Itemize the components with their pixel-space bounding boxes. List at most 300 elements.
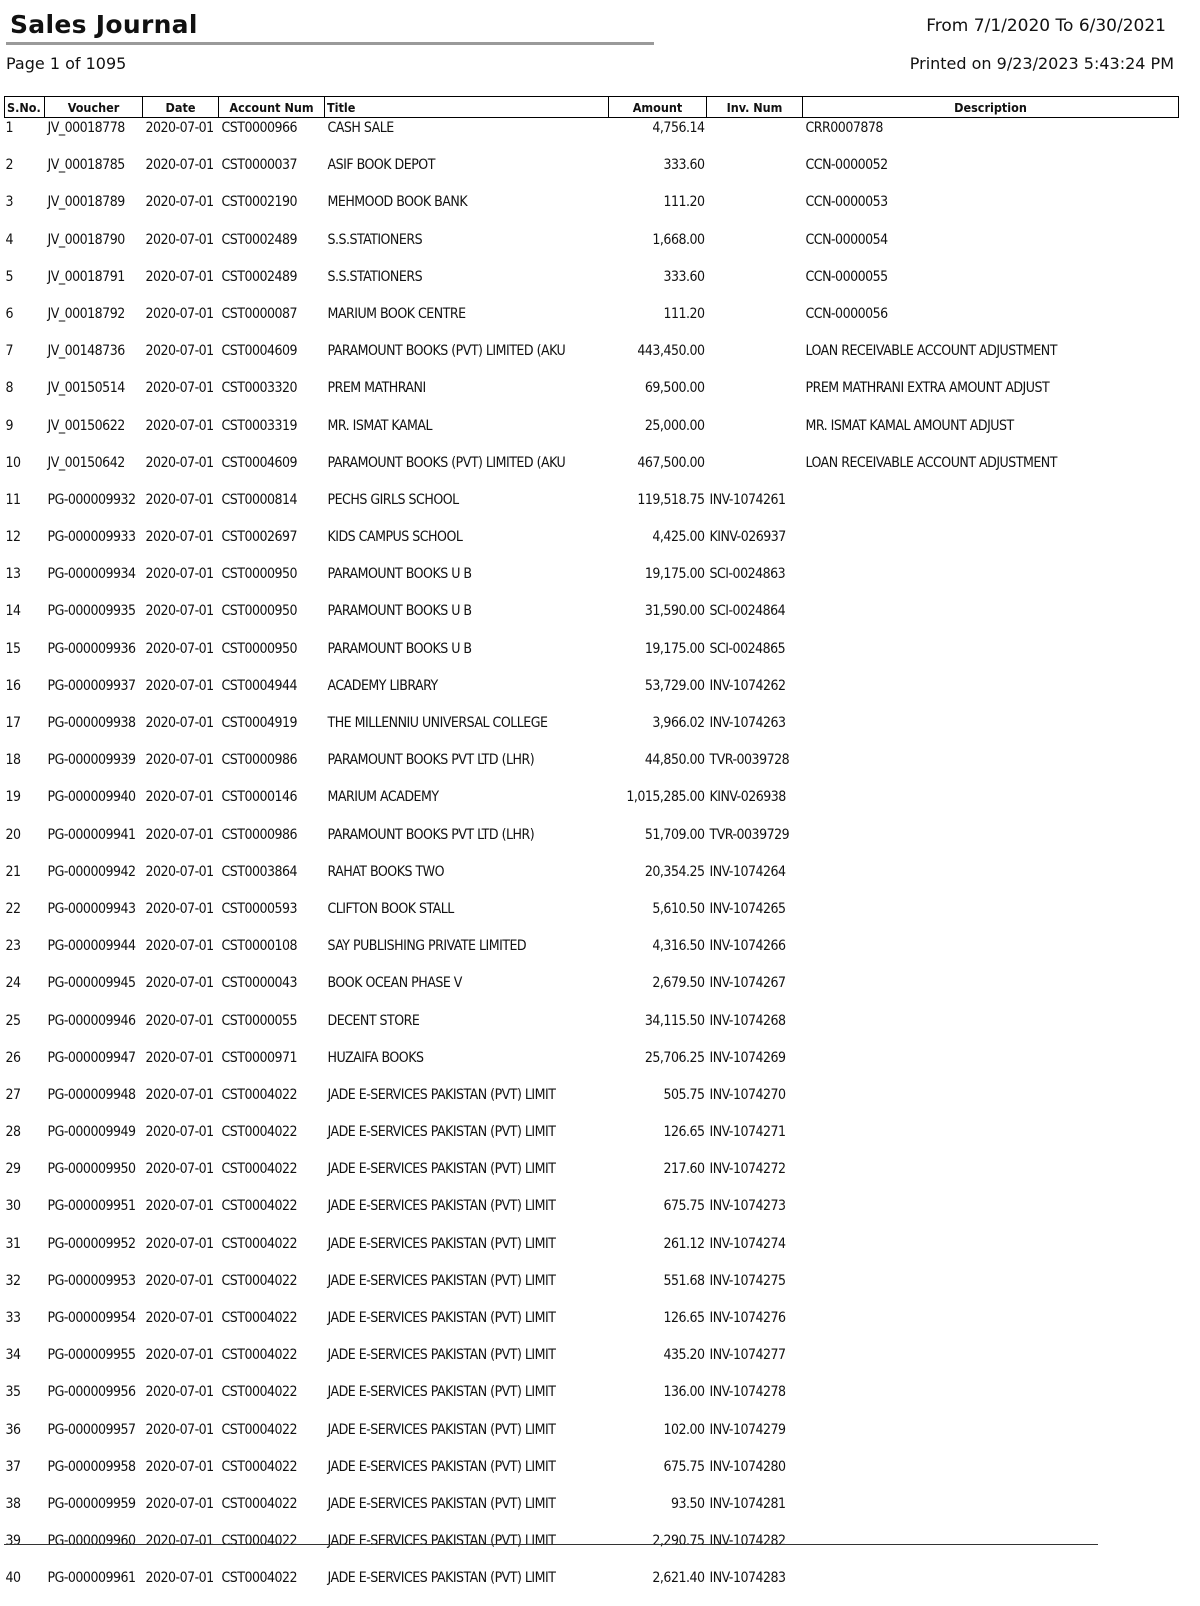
sno-cell: 24 <box>5 975 21 992</box>
voucher-cell: PG-000009944 <box>47 938 136 955</box>
description-cell <box>803 527 1179 564</box>
voucher-cell: JV_00150642 <box>47 454 125 471</box>
date-cell: 2020-07-01 <box>145 1347 214 1364</box>
amount-cell: 136.00 <box>663 1384 705 1401</box>
title-cell: DECENT STORE <box>327 1012 420 1029</box>
voucher-cell: PG-000009954 <box>47 1310 136 1326</box>
account-num-cell: CST0000986 <box>221 752 298 769</box>
description-cell: CCN-0000054 <box>805 231 888 248</box>
inv-num-cell: INV-1074269 <box>709 1049 786 1066</box>
table-row <box>5 416 1179 453</box>
voucher-cell: PG-000009935 <box>47 603 136 620</box>
amount-cell: 44,850.00 <box>644 752 705 769</box>
description-cell: CCN-0000055 <box>805 268 888 285</box>
account-num-cell: CST0004022 <box>221 1421 298 1438</box>
sno-cell: 9 <box>5 417 14 434</box>
table-row <box>5 1271 1179 1308</box>
col-header-amount: Amount <box>609 97 707 118</box>
inv-num-cell: INV-1074276 <box>709 1310 786 1326</box>
sno-cell: 33 <box>5 1310 21 1326</box>
title-underline <box>6 42 654 45</box>
amount-cell: 102.00 <box>663 1421 705 1438</box>
title-cell: MARIUM ACADEMY <box>327 789 439 806</box>
voucher-cell: PG-000009932 <box>47 491 136 508</box>
title-cell: BOOK OCEAN PHASE V <box>327 975 462 992</box>
title-cell: CLIFTON BOOK STALL <box>327 900 454 917</box>
inv-num-cell <box>707 341 803 378</box>
account-num-cell: CST0000108 <box>221 938 298 955</box>
voucher-cell: JV_00018791 <box>47 268 125 285</box>
title-cell: PARAMOUNT BOOKS U B <box>327 640 472 657</box>
voucher-cell: PG-000009941 <box>47 826 136 843</box>
description-cell <box>803 1159 1179 1196</box>
date-cell: 2020-07-01 <box>145 194 214 211</box>
description-cell <box>803 1085 1179 1122</box>
amount-cell: 51,709.00 <box>644 826 705 843</box>
voucher-cell: PG-000009952 <box>47 1235 136 1252</box>
voucher-cell: PG-000009939 <box>47 752 136 769</box>
date-cell: 2020-07-01 <box>145 1161 214 1178</box>
date-cell: 2020-07-01 <box>145 343 214 360</box>
date-cell: 2020-07-01 <box>145 826 214 843</box>
inv-num-cell <box>707 416 803 453</box>
title-cell: KIDS CAMPUS SCHOOL <box>327 529 463 546</box>
date-cell: 2020-07-01 <box>145 677 214 694</box>
date-cell: 2020-07-01 <box>145 789 214 806</box>
account-num-cell: CST0002489 <box>221 231 298 248</box>
description-cell <box>803 490 1179 527</box>
account-num-cell: CST0000043 <box>221 975 298 992</box>
voucher-cell: PG-000009956 <box>47 1384 136 1401</box>
date-cell: 2020-07-01 <box>145 1384 214 1401</box>
inv-num-cell: INV-1074283 <box>709 1570 786 1587</box>
voucher-cell: PG-000009934 <box>47 566 136 583</box>
description-cell <box>803 899 1179 936</box>
title-cell: JADE E-SERVICES PAKISTAN (PVT) LIMIT <box>327 1495 556 1512</box>
title-cell: JADE E-SERVICES PAKISTAN (PVT) LIMIT <box>327 1235 556 1252</box>
account-num-cell: CST0004022 <box>221 1458 298 1475</box>
table-row <box>5 1420 1179 1457</box>
description-cell <box>803 1494 1179 1531</box>
voucher-cell: PG-000009940 <box>47 789 136 806</box>
account-num-cell: CST0004022 <box>221 1086 298 1103</box>
account-num-cell: CST0004609 <box>221 343 298 360</box>
sno-cell: 11 <box>5 491 21 508</box>
title-cell: JADE E-SERVICES PAKISTAN (PVT) LIMIT <box>327 1161 556 1178</box>
amount-cell: 25,706.25 <box>644 1049 705 1066</box>
sno-cell: 25 <box>5 1012 21 1029</box>
voucher-cell: PG-000009958 <box>47 1458 136 1475</box>
voucher-cell: PG-000009959 <box>47 1495 136 1512</box>
account-num-cell: CST0000971 <box>221 1049 298 1066</box>
table-row <box>5 378 1179 415</box>
date-cell: 2020-07-01 <box>145 566 214 583</box>
inv-num-cell: INV-1074262 <box>709 677 786 694</box>
sno-cell: 28 <box>5 1124 21 1141</box>
amount-cell: 333.60 <box>663 268 705 285</box>
voucher-cell: JV_00150622 <box>47 417 125 434</box>
table-row <box>5 1345 1179 1382</box>
amount-cell: 467,500.00 <box>637 454 705 471</box>
title-cell: MR. ISMAT KAMAL <box>327 417 433 434</box>
description-cell: CRR0007878 <box>805 120 883 136</box>
date-cell: 2020-07-01 <box>145 715 214 731</box>
table-row <box>5 1568 1179 1605</box>
description-cell <box>803 1234 1179 1271</box>
description-cell <box>803 1382 1179 1419</box>
title-cell: PARAMOUNT BOOKS PVT LTD (LHR) <box>327 752 535 769</box>
sno-cell: 15 <box>5 640 21 657</box>
col-header-date: Date <box>143 97 219 118</box>
inv-num-cell: INV-1074282 <box>709 1533 786 1550</box>
col-header-description: Description <box>803 97 1179 118</box>
table-row <box>5 825 1179 862</box>
sno-cell: 27 <box>5 1086 21 1103</box>
amount-cell: 19,175.00 <box>644 566 705 583</box>
table-row <box>5 564 1179 601</box>
table-row <box>5 1048 1179 1085</box>
amount-cell: 126.65 <box>663 1310 705 1326</box>
table-row <box>5 750 1179 787</box>
description-cell <box>803 1568 1179 1605</box>
account-num-cell: CST0002190 <box>221 194 298 211</box>
table-row <box>5 1085 1179 1122</box>
inv-num-cell: INV-1074263 <box>709 715 786 731</box>
amount-cell: 4,425.00 <box>652 529 705 546</box>
amount-cell: 34,115.50 <box>644 1012 705 1029</box>
table-row <box>5 341 1179 378</box>
amount-cell: 111.20 <box>663 305 705 322</box>
table-row <box>5 490 1179 527</box>
amount-cell: 2,679.50 <box>652 975 705 992</box>
inv-num-cell: INV-1074275 <box>709 1272 786 1289</box>
voucher-cell: PG-000009937 <box>47 677 136 694</box>
amount-cell: 69,500.00 <box>644 380 705 397</box>
voucher-cell: PG-000009955 <box>47 1347 136 1364</box>
account-num-cell: CST0000037 <box>221 157 298 174</box>
inv-num-cell <box>707 304 803 341</box>
description-cell <box>803 713 1179 750</box>
table-row <box>5 304 1179 341</box>
amount-cell: 505.75 <box>663 1086 705 1103</box>
sno-cell: 31 <box>5 1235 21 1252</box>
date-cell: 2020-07-01 <box>145 938 214 955</box>
amount-cell: 3,966.02 <box>652 715 705 731</box>
date-cell: 2020-07-01 <box>145 640 214 657</box>
account-num-cell: CST0004022 <box>221 1570 298 1587</box>
date-cell: 2020-07-01 <box>145 900 214 917</box>
description-cell <box>803 1308 1179 1345</box>
table-row <box>5 118 1179 156</box>
inv-num-cell: INV-1074268 <box>709 1012 786 1029</box>
amount-cell: 675.75 <box>663 1458 705 1475</box>
amount-cell: 4,756.14 <box>652 120 705 136</box>
sno-cell: 36 <box>5 1421 21 1438</box>
date-cell: 2020-07-01 <box>145 1272 214 1289</box>
amount-cell: 217.60 <box>663 1161 705 1178</box>
sno-cell: 7 <box>5 343 14 360</box>
sno-cell: 3 <box>5 194 14 211</box>
voucher-cell: PG-000009950 <box>47 1161 136 1178</box>
voucher-cell: JV_00018778 <box>47 120 125 136</box>
table-row <box>5 1122 1179 1159</box>
table-row <box>5 639 1179 676</box>
date-cell: 2020-07-01 <box>145 1124 214 1141</box>
inv-num-cell: SCI-0024864 <box>709 603 786 620</box>
title-cell: HUZAIFA BOOKS <box>327 1049 424 1066</box>
amount-cell: 111.20 <box>663 194 705 211</box>
description-cell <box>803 862 1179 899</box>
voucher-cell: PG-000009957 <box>47 1421 136 1438</box>
description-cell <box>803 750 1179 787</box>
voucher-cell: PG-000009938 <box>47 715 136 731</box>
voucher-cell: PG-000009960 <box>47 1533 136 1550</box>
date-cell: 2020-07-01 <box>145 529 214 546</box>
description-cell: CCN-0000053 <box>805 194 888 211</box>
table-row <box>5 1308 1179 1345</box>
date-cell: 2020-07-01 <box>145 975 214 992</box>
sno-cell: 2 <box>5 157 14 174</box>
sno-cell: 34 <box>5 1347 21 1364</box>
description-cell: LOAN RECEIVABLE ACCOUNT ADJUSTMENT <box>805 343 1057 360</box>
account-num-cell: CST0004022 <box>221 1384 298 1401</box>
description-cell <box>803 1531 1179 1568</box>
inv-num-cell: INV-1074264 <box>709 863 786 880</box>
amount-cell: 551.68 <box>663 1272 705 1289</box>
inv-num-cell: INV-1074278 <box>709 1384 786 1401</box>
inv-num-cell <box>707 192 803 229</box>
title-cell: CASH SALE <box>327 120 394 136</box>
inv-num-cell: SCI-0024865 <box>709 640 786 657</box>
description-cell <box>803 936 1179 973</box>
voucher-cell: JV_00150514 <box>47 380 125 397</box>
table-row <box>5 936 1179 973</box>
title-cell: JADE E-SERVICES PAKISTAN (PVT) LIMIT <box>327 1421 556 1438</box>
title-cell: ASIF BOOK DEPOT <box>327 157 435 174</box>
sno-cell: 10 <box>5 454 21 471</box>
title-cell: SAY PUBLISHING PRIVATE LIMITED <box>327 938 527 955</box>
inv-num-cell: TVR-0039728 <box>709 752 790 769</box>
title-cell: JADE E-SERVICES PAKISTAN (PVT) LIMIT <box>327 1124 556 1141</box>
date-cell: 2020-07-01 <box>145 863 214 880</box>
sno-cell: 17 <box>5 715 21 731</box>
inv-num-cell: SCI-0024863 <box>709 566 786 583</box>
amount-cell: 19,175.00 <box>644 640 705 657</box>
description-cell <box>803 1345 1179 1382</box>
title-cell: JADE E-SERVICES PAKISTAN (PVT) LIMIT <box>327 1198 556 1215</box>
amount-cell: 31,590.00 <box>644 603 705 620</box>
col-header-voucher: Voucher <box>45 97 143 118</box>
account-num-cell: CST0000950 <box>221 566 298 583</box>
table-row <box>5 1531 1179 1568</box>
amount-cell: 333.60 <box>663 157 705 174</box>
title-cell: JADE E-SERVICES PAKISTAN (PVT) LIMIT <box>327 1086 556 1103</box>
sno-cell: 6 <box>5 305 14 322</box>
description-cell: LOAN RECEIVABLE ACCOUNT ADJUSTMENT <box>805 454 1057 471</box>
inv-num-cell <box>707 267 803 304</box>
printed-timestamp: Printed on 9/23/2023 5:43:24 PM <box>909 54 1174 73</box>
account-num-cell: CST0002697 <box>221 529 298 546</box>
amount-cell: 126.65 <box>663 1124 705 1141</box>
inv-num-cell <box>707 118 803 156</box>
description-cell <box>803 787 1179 824</box>
sno-cell: 16 <box>5 677 21 694</box>
title-cell: S.S.STATIONERS <box>327 231 423 248</box>
amount-cell: 2,621.40 <box>652 1570 705 1587</box>
date-cell: 2020-07-01 <box>145 1570 214 1587</box>
amount-cell: 675.75 <box>663 1198 705 1215</box>
date-cell: 2020-07-01 <box>145 1049 214 1066</box>
description-cell <box>803 601 1179 638</box>
table-body <box>5 118 1179 1606</box>
account-num-cell: CST0004022 <box>221 1198 298 1215</box>
voucher-cell: PG-000009953 <box>47 1272 136 1289</box>
inv-num-cell: INV-1074265 <box>709 900 786 917</box>
date-cell: 2020-07-01 <box>145 1086 214 1103</box>
account-num-cell: CST0000593 <box>221 900 298 917</box>
sno-cell: 5 <box>5 268 14 285</box>
description-cell <box>803 1457 1179 1494</box>
inv-num-cell: INV-1074280 <box>709 1458 786 1475</box>
inv-num-cell: INV-1074261 <box>709 491 786 508</box>
amount-cell: 5,610.50 <box>652 900 705 917</box>
sno-cell: 23 <box>5 938 21 955</box>
date-cell: 2020-07-01 <box>145 1533 214 1550</box>
voucher-cell: JV_00018790 <box>47 231 125 248</box>
voucher-cell: PG-000009945 <box>47 975 136 992</box>
table-row <box>5 230 1179 267</box>
table-row <box>5 787 1179 824</box>
description-cell: PREM MATHRANI EXTRA AMOUNT ADJUST <box>805 380 1050 397</box>
sno-cell: 4 <box>5 231 14 248</box>
title-cell: PECHS GIRLS SCHOOL <box>327 491 459 508</box>
account-num-cell: CST0000087 <box>221 305 298 322</box>
account-num-cell: CST0000055 <box>221 1012 298 1029</box>
amount-cell: 435.20 <box>663 1347 705 1364</box>
date-cell: 2020-07-01 <box>145 268 214 285</box>
table-row <box>5 973 1179 1010</box>
account-num-cell: CST0000986 <box>221 826 298 843</box>
description-cell <box>803 1271 1179 1308</box>
amount-cell: 25,000.00 <box>644 417 705 434</box>
date-cell: 2020-07-01 <box>145 157 214 174</box>
sno-cell: 8 <box>5 380 14 397</box>
voucher-cell: PG-000009946 <box>47 1012 136 1029</box>
sno-cell: 1 <box>5 120 14 136</box>
inv-num-cell: INV-1074271 <box>709 1124 786 1141</box>
sno-cell: 14 <box>5 603 21 620</box>
title-cell: MARIUM BOOK CENTRE <box>327 305 466 322</box>
date-cell: 2020-07-01 <box>145 231 214 248</box>
description-cell <box>803 1420 1179 1457</box>
title-cell: JADE E-SERVICES PAKISTAN (PVT) LIMIT <box>327 1458 556 1475</box>
title-cell: PARAMOUNT BOOKS U B <box>327 603 472 620</box>
footer-divider <box>4 1544 1098 1545</box>
account-num-cell: CST0000950 <box>221 640 298 657</box>
account-num-cell: CST0004609 <box>221 454 298 471</box>
table-row <box>5 1494 1179 1531</box>
account-num-cell: CST0000950 <box>221 603 298 620</box>
table-row <box>5 899 1179 936</box>
table-row <box>5 1159 1179 1196</box>
description-cell: CCN-0000052 <box>805 157 888 174</box>
inv-num-cell <box>707 378 803 415</box>
account-num-cell: CST0002489 <box>221 268 298 285</box>
inv-num-cell <box>707 230 803 267</box>
title-cell: PARAMOUNT BOOKS (PVT) LIMITED (AKU <box>327 343 566 360</box>
description-cell <box>803 1196 1179 1233</box>
title-cell: PARAMOUNT BOOKS (PVT) LIMITED (AKU <box>327 454 566 471</box>
table-row <box>5 155 1179 192</box>
description-cell <box>803 639 1179 676</box>
inv-num-cell: TVR-0039729 <box>709 826 790 843</box>
voucher-cell: JV_00018785 <box>47 157 125 174</box>
date-cell: 2020-07-01 <box>145 491 214 508</box>
col-header-sno: S.No. <box>5 97 45 118</box>
date-cell: 2020-07-01 <box>145 305 214 322</box>
date-cell: 2020-07-01 <box>145 1458 214 1475</box>
table-row <box>5 1011 1179 1048</box>
amount-cell: 20,354.25 <box>644 863 705 880</box>
table-row <box>5 862 1179 899</box>
title-cell: PARAMOUNT BOOKS U B <box>327 566 472 583</box>
table-header-row <box>5 97 1179 118</box>
table-row <box>5 1382 1179 1419</box>
date-cell: 2020-07-01 <box>145 120 214 136</box>
date-cell: 2020-07-01 <box>145 1421 214 1438</box>
date-cell: 2020-07-01 <box>145 1198 214 1215</box>
description-cell <box>803 1011 1179 1048</box>
sno-cell: 13 <box>5 566 21 583</box>
table-row <box>5 192 1179 229</box>
account-num-cell: CST0003319 <box>221 417 298 434</box>
voucher-cell: JV_00018789 <box>47 194 125 211</box>
date-range: From 7/1/2020 To 6/30/2021 <box>926 16 1166 36</box>
date-cell: 2020-07-01 <box>145 1495 214 1512</box>
table-row <box>5 1196 1179 1233</box>
sno-cell: 22 <box>5 900 21 917</box>
sno-cell: 26 <box>5 1049 21 1066</box>
amount-cell: 4,316.50 <box>652 938 705 955</box>
description-cell: CCN-0000056 <box>805 305 888 322</box>
title-cell: ACADEMY LIBRARY <box>327 677 438 694</box>
account-num-cell: CST0004919 <box>221 715 298 731</box>
sno-cell: 35 <box>5 1384 21 1401</box>
date-cell: 2020-07-01 <box>145 752 214 769</box>
description-cell <box>803 973 1179 1010</box>
account-num-cell: CST0004022 <box>221 1161 298 1178</box>
date-cell: 2020-07-01 <box>145 380 214 397</box>
account-num-cell: CST0000966 <box>221 120 298 136</box>
sno-cell: 18 <box>5 752 21 769</box>
table-row <box>5 713 1179 750</box>
table-row <box>5 267 1179 304</box>
voucher-cell: PG-000009943 <box>47 900 136 917</box>
inv-num-cell: INV-1074281 <box>709 1495 786 1512</box>
account-num-cell: CST0004022 <box>221 1272 298 1289</box>
inv-num-cell <box>707 453 803 490</box>
amount-cell: 2,290.75 <box>652 1533 705 1550</box>
inv-num-cell: KINV-026938 <box>709 789 786 806</box>
account-num-cell: CST0000146 <box>221 789 298 806</box>
inv-num-cell: INV-1074272 <box>709 1161 786 1178</box>
voucher-cell: PG-000009951 <box>47 1198 136 1215</box>
title-cell: JADE E-SERVICES PAKISTAN (PVT) LIMIT <box>327 1272 556 1289</box>
date-cell: 2020-07-01 <box>145 1235 214 1252</box>
inv-num-cell <box>707 155 803 192</box>
title-cell: PREM MATHRANI <box>327 380 426 397</box>
title-cell: PARAMOUNT BOOKS PVT LTD (LHR) <box>327 826 535 843</box>
